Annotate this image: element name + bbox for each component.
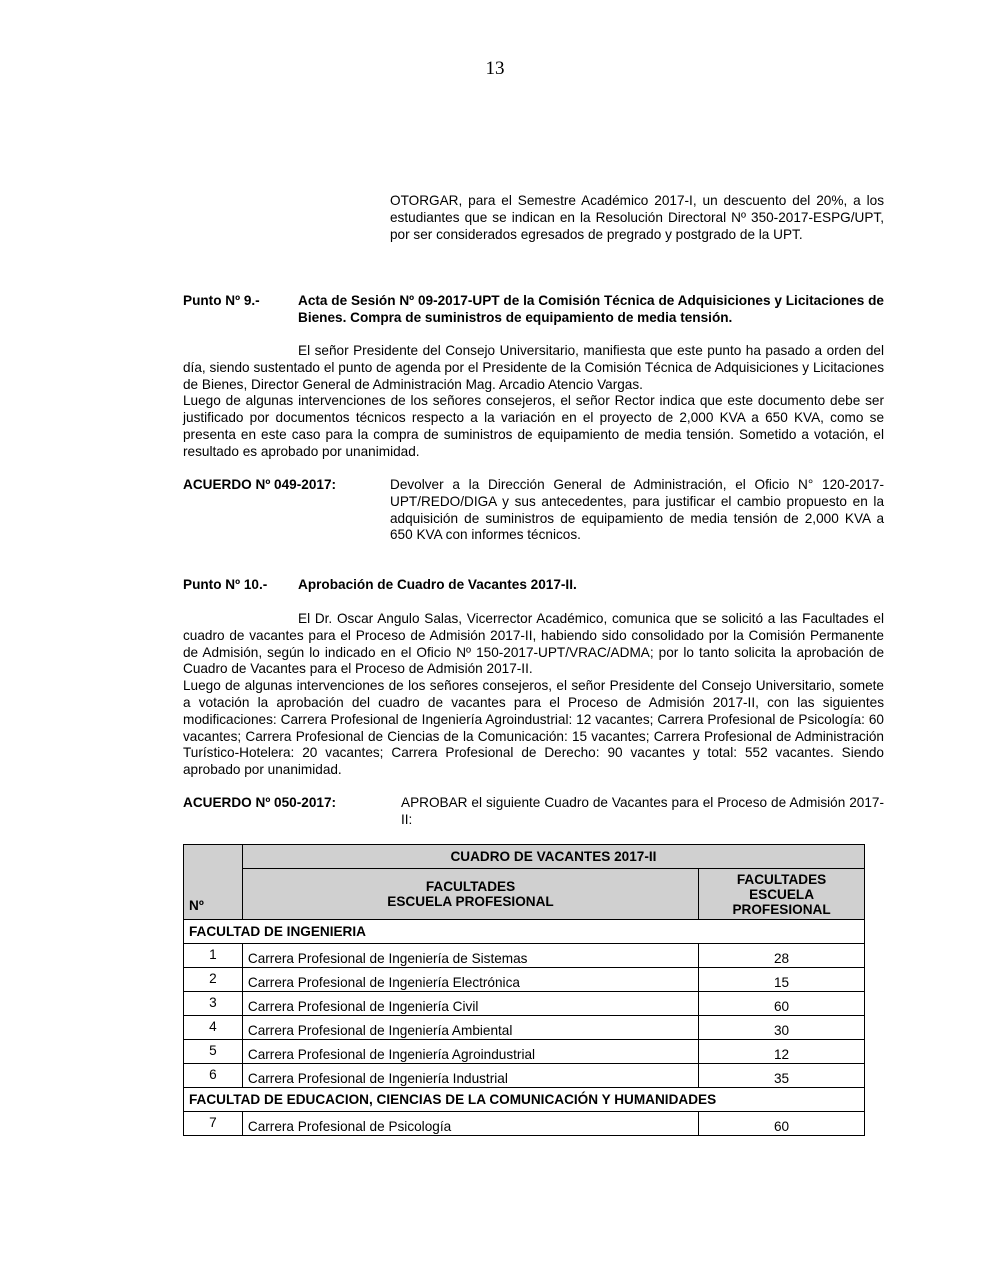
table-section-row [184, 1088, 865, 1112]
career-name: Carrera Profesional de Ingeniería Agroindustrial [242, 1040, 698, 1064]
vacancy-count: 15 [699, 968, 865, 992]
vacancies-table [183, 844, 865, 1136]
page-number: 13 [485, 58, 505, 79]
career-name: Carrera Profesional de Ingeniería Civil [242, 992, 698, 1016]
punto10-paragraph-2: Luego de algunas intervenciones de los señores consejeros, el señor Presidente del Consejo Universitario, somete a votación la aprobación del cuadro de vacantes para el Proceso de Admisión 2017-II, con las siguientes modificaciones: Carrera Profesional de Ingeniería Agroindustrial: 12 vacantes; Carrera Profesional de Psicología: 60 vacantes; Carrera Profesional de Ciencias de la Comunicación: 15 vacantes; Carrera Profesional de Administración Turístico-Hotelera: 20 vacantes; Carrera Profesional de Derecho: 90 vacantes y total: 552 vacantes. Siendo aprobado por unanimidad. [183, 678, 884, 778]
career-name: Carrera Profesional de Ingeniería de Sistemas [242, 944, 698, 968]
vacancy-count: 60 [699, 1112, 865, 1136]
row-number: 1 [184, 944, 243, 968]
vacancy-count: 12 [699, 1040, 865, 1064]
table-title: CUADRO DE VACANTES 2017-II [242, 845, 864, 869]
vacancy-count: 60 [699, 992, 865, 1016]
punto9-paragraph-2: Luego de algunas intervenciones de los señores consejeros, el señor Rector indica que este documento debe ser justificado por documentos técnicos respecto a la variación en el proyecto de 2,000 KVA a 650 KVA, como se presenta en este caso para la compra de suministros de equipamiento de media tensión. Sometido a votación, el resultado es aprobado por unanimidad. [183, 393, 884, 459]
acuerdo50-label: ACUERDO Nº 050-2017: [183, 795, 337, 810]
row-number: 5 [184, 1040, 243, 1064]
career-name: Carrera Profesional de Psicología [242, 1112, 698, 1136]
table-row [184, 1064, 865, 1088]
row-number: 4 [184, 1016, 243, 1040]
punto10-body [183, 611, 884, 779]
table-row [184, 1040, 865, 1064]
col-value-line3: PROFESIONAL [732, 901, 831, 917]
career-name: Carrera Profesional de Ingeniería Industrial [242, 1064, 698, 1088]
otorgar-paragraph: OTORGAR, para el Semestre Académico 2017-I, un descuento del 20%, a los estudiantes que se indican en la Resolución Directoral Nº 350-2017-ESPG/UPT, por ser considerados egresados de pregrado y postgrado de la UPT. [390, 193, 884, 242]
punto10-label: Punto Nº 10.- [183, 577, 268, 592]
col-value-line2: ESCUELA [749, 886, 815, 902]
career-name: Carrera Profesional de Ingeniería Ambiental [242, 1016, 698, 1040]
col-value-header [699, 869, 865, 920]
col-faculty-line1: FACULTADES [425, 879, 516, 894]
row-number: 6 [184, 1064, 243, 1088]
punto9-body [183, 343, 884, 461]
punto9-paragraph-1: El señor Presidente del Consejo Universitario, manifiesta que este punto ha pasado a orden del día, siendo sustentado el punto de agenda por el Presidente de la Comisión Técnica de Adquisiciones y Licitaciones de Bienes, Director General de Administración Mag. Arcadio Atencio Vargas. [183, 343, 884, 392]
table-row [184, 1112, 865, 1136]
faculty-section-title: FACULTAD DE INGENIERIA [184, 920, 865, 944]
career-name: Carrera Profesional de Ingeniería Electrónica [242, 968, 698, 992]
col-faculty-header [242, 869, 698, 920]
vacancy-count: 28 [699, 944, 865, 968]
col-faculty-line2: ESCUELA PROFESIONAL [387, 894, 554, 909]
table-row [184, 1016, 865, 1040]
punto10-paragraph-1: El Dr. Oscar Angulo Salas, Vicerrector Académico, comunica que se solicitó a las Facultades el cuadro de vacantes para el Proceso de Admisión 2017-II, habiendo sido consolidado por la Comisión Permanente de Admisión, según lo indicado en el Oficio Nº 150-2017-UPT/VRAC/ADMA; por lo tanto solicita la aprobación de Cuadro de Vacantes para el Proceso de Admisión 2017-II. [183, 611, 884, 677]
faculty-section-title: FACULTAD DE EDUCACION, CIENCIAS DE LA COMUNICACIÓN Y HUMANIDADES [184, 1088, 865, 1112]
col-num-header: Nº [184, 845, 243, 920]
vacancies-table-header [184, 845, 865, 920]
punto10-title: Aprobación de Cuadro de Vacantes 2017-II. [298, 577, 577, 592]
row-number: 2 [184, 968, 243, 992]
row-number: 3 [184, 992, 243, 1016]
acuerdo50-text: APROBAR el siguiente Cuadro de Vacantes para el Proceso de Admisión 2017-II: [401, 795, 884, 827]
row-number: 7 [184, 1112, 243, 1136]
acuerdo49-text: Devolver a la Dirección General de Administración, el Oficio N° 120-2017-UPT/REDO/DIGA y sus antecedentes, para justificar el cambio propuesto en la adquisición de suministros de equipamiento de media tensión de 2,000 KVA a 650 KVA con informes técnicos. [390, 477, 884, 543]
col-value-line1: FACULTADES [736, 871, 827, 887]
vacancies-table-body [184, 920, 865, 1136]
vacancy-count: 35 [699, 1064, 865, 1088]
punto9-label: Punto Nº 9.- [183, 293, 260, 308]
punto9-title: Acta de Sesión Nº 09-2017-UPT de la Comisión Técnica de Adquisiciones y Licitaciones de Bienes. Compra de suministros de equipamiento de media tensión. [298, 293, 884, 325]
vacancy-count: 30 [699, 1016, 865, 1040]
table-row [184, 968, 865, 992]
table-row [184, 992, 865, 1016]
table-section-row [184, 920, 865, 944]
table-row [184, 944, 865, 968]
acuerdo49-label: ACUERDO Nº 049-2017: [183, 477, 337, 492]
